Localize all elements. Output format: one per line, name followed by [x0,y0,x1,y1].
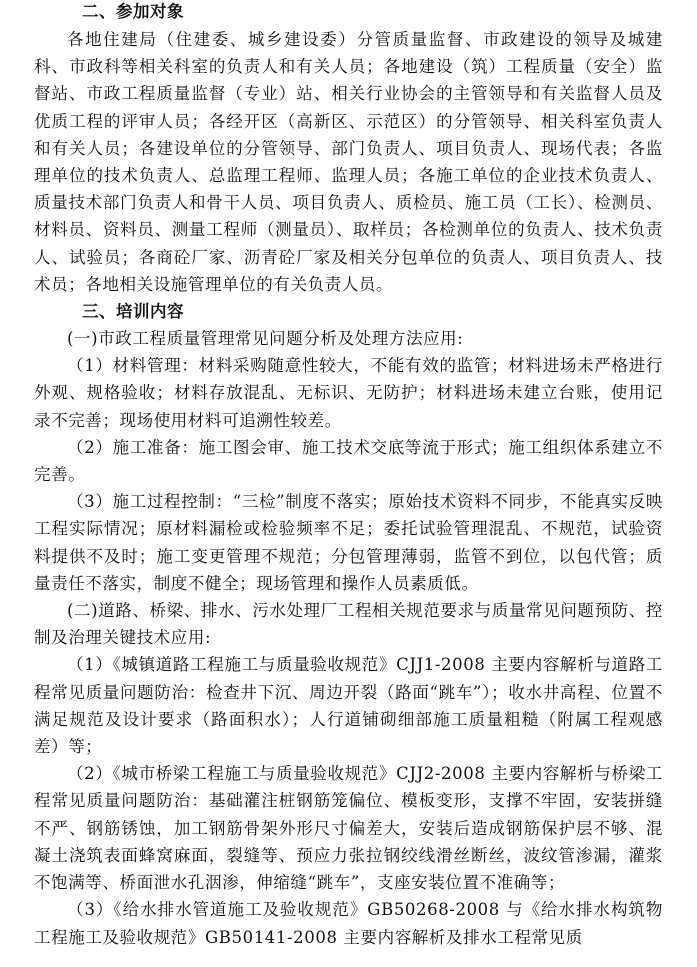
content-paragraph-bridges: （2）《城市桥梁工程施工与质量验收规范》CJJ2-2008 主要内容解析与桥梁工程常见质量问题防治：基础灌注桩钢筋笼偏位、模板变形，支撑不牢固，安装拼缝不严、钢筋锈蚀，加工钢筋骨架外形尺寸偏差大，安装后造成钢筋保护层不够、混凝土浇筑表面蜂窝麻面，裂缝等、预应力张拉钢绞线滑丝断丝，波纹管渗漏，灌浆不饱满等、桥面泄水孔洇渗，伸缩缝“跳车”，支座安装位置不准确等； [34,764,663,893]
section-heading-participants: 二、参加对象 [82,2,184,21]
content-paragraph-materials: （1）材料管理：材料采购随意性较大，不能有效的监管；材料进场未严格进行外观、规格验收；材料存放混乱、无标识、无防护；材料进场未建立台账，使用记录不完善；现场使用材料可追溯性较差。 [34,356,663,430]
content-paragraph-process-control: （3）施工过程控制：“三检”制度不落实；原始技术资料不同步，不能真实反映工程实际情况；原材料漏检或检验频率不足；委托试验管理混乱、不规范，试验资料提供不及时；施工变更管理不规范；分包管理薄弱，监管不到位，以包代管；质量责任不落实，制度不健全；现场管理和操作人员素质低。 [34,492,663,593]
content-paragraph-roads: （1）《城镇道路工程施工与质量验收规范》CJJ1-2008 主要内容解析与道路工程常见质量问题防治：检查井下沉、周边开裂（路面“跳车”）；收水井高程、位置不满足规范及设计要求（路面积水）；人行道铺砌细部施工质量粗糙（附属工程观感差）等； [34,655,663,757]
participants-paragraph: 各地住建局（住建委、城乡建设委）分管质量监督、市政建设的领导及城建科、市政科等相关科室的负责人和有关人员；各地建设（筑）工程质量（安全）监督站、市政工程质量监督（专业）站、相关行业协会的主管领导和有关监督人员及优质工程的评审人员；各经开区（高新区、示范区）的分管领导、相关科室负责人和有关人员；各建设单位的分管领导、部门负责人、项目负责人、现场代表；各监理单位的技术负责人、总监理工程师、监理人员；各施工单位的企业技术负责人、质量技术部门负责人和骨干人员、项目负责人、质检员、施工员（工长）、检测员、材料员、资料员、测量工程师（测量员）、取样员；各检测单位的负责人、技术负责人、试验员；各商砼厂家、沥青砼厂家及相关分包单位的负责人、项目负责人、技术员；各地相关设施管理单位的有关负责人员。 [34,30,663,294]
content-paragraph-drainage: （3）《给水排水管道施工及验收规范》GB50268-2008 与《给水排水构筑物工程施工及验收规范》GB50141-2008 主要内容解析及排水工程常见质 [34,900,663,947]
content-subheading-1: (一)市政工程质量管理常见问题分析及处理方法应用: [67,329,464,349]
content-paragraph-preparation: （2）施工准备：施工图会审、施工技术交底等流于形式；施工组织体系建立不完善。 [34,437,663,485]
section-heading-content: 三、培训内容 [82,302,184,322]
content-subheading-2: (二)道路、桥梁、排水、污水处理厂工程相关规范要求与质量常见问题预防、控制及治理关键技术应用: [34,601,663,648]
